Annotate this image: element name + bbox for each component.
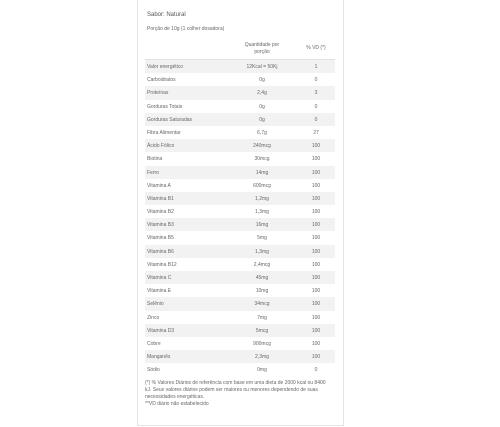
table-row [145, 100, 335, 113]
table-row [145, 337, 335, 350]
nutrient-daily-value: 100 [311, 195, 321, 202]
table-row [145, 86, 335, 99]
footnote-line1: (*) % Valores Diários de referência com base em uma dieta de 2000 kcal ou 8400 [145, 380, 326, 386]
nutrient-name: Vitamina B5 [147, 235, 174, 242]
nutrient-quantity: 900mcg [253, 340, 271, 347]
nutrient-quantity: 10mg [255, 288, 269, 295]
table-row [145, 271, 335, 284]
table-row [145, 179, 335, 192]
footnote-line3: necessidades energéticas. [145, 394, 205, 400]
nutrient-name: Vitamina B3 [147, 222, 174, 229]
table-row [145, 139, 335, 152]
nutrient-daily-value: 100 [311, 275, 321, 281]
nutrient-quantity: 1,3mg [255, 209, 269, 216]
table-row [145, 126, 335, 139]
nutrient-daily-value: 100 [311, 314, 321, 321]
nutrient-daily-value: 27 [313, 129, 319, 136]
nutrient-name: Vitamina B2 [147, 209, 174, 216]
nutrient-name: Biotina [147, 156, 163, 163]
nutrient-quantity: 240mcg [253, 143, 271, 150]
nutrient-quantity: 12Kcal = 50Kj [246, 64, 278, 70]
table-row [145, 311, 335, 324]
nutrient-name: Vitamina B1 [147, 195, 174, 202]
nutrient-name: Vitamina C [147, 275, 172, 281]
nutrient-name: Selênio [147, 301, 164, 308]
nutrient-daily-value: 1 [314, 64, 318, 70]
column-header-quantity-line2: porção [254, 49, 270, 55]
nutrient-daily-value: 100 [311, 340, 321, 347]
nutrient-quantity: 0mg [257, 367, 267, 374]
nutrient-daily-value: 100 [311, 143, 321, 150]
nutrient-quantity: 30mcg [254, 156, 270, 163]
nutrient-quantity: 1,3mg [255, 248, 269, 255]
nutrient-quantity: 14mg [255, 169, 269, 176]
nutrient-quantity: 5mcg [255, 327, 269, 334]
nutrient-quantity: 0g [259, 77, 265, 84]
nutrient-quantity: 34mcg [254, 301, 270, 308]
table-row [145, 73, 335, 86]
table-row [145, 231, 335, 244]
table-row [145, 297, 335, 310]
nutrition-table [145, 60, 335, 377]
nutrient-name: Fibra Alimentar [147, 129, 181, 136]
nutrient-name: Vitamina E [147, 288, 172, 295]
nutrient-name: Vitamina B6 [147, 248, 174, 255]
table-row [145, 363, 335, 376]
nutrient-daily-value: 100 [311, 301, 321, 308]
nutrient-daily-value: 100 [311, 156, 321, 163]
nutrient-daily-value: 100 [311, 354, 321, 361]
footnote-line4: **VD diário não estabelecido [145, 401, 209, 407]
nutrient-name: Vitamina D3 [147, 327, 175, 334]
nutrient-daily-value: 100 [311, 327, 321, 334]
flavor-label: Sabor: Natural [147, 12, 186, 18]
nutrient-quantity: 16mg [255, 222, 269, 229]
nutrient-daily-value: 0 [314, 116, 318, 123]
nutrition-facts-card [137, 0, 344, 426]
nutrient-quantity: 1,2mg [255, 195, 269, 202]
nutrient-daily-value: 100 [311, 235, 321, 242]
nutrient-name: Gorduras Saturadas [147, 116, 193, 123]
footnote [145, 380, 337, 408]
nutrient-name: Sódio [147, 367, 160, 374]
nutrient-quantity: 2,4g [257, 90, 267, 97]
nutrient-name: Ácido Fólico [147, 143, 175, 150]
nutrient-name: Proteínas [147, 90, 169, 97]
nutrient-name: Gorduras Totais [147, 103, 183, 110]
column-header-daily-value: % VD (*) [306, 45, 326, 51]
nutrient-daily-value: 100 [311, 169, 321, 176]
table-row [145, 258, 335, 271]
nutrient-daily-value: 3 [314, 90, 318, 97]
nutrient-name: Valor energético [147, 64, 184, 70]
table-row [145, 166, 335, 179]
nutrient-name: Zinco [147, 314, 160, 321]
table-row [145, 245, 335, 258]
nutrient-quantity: 5mg [257, 235, 267, 242]
nutrient-daily-value: 100 [311, 209, 321, 216]
nutrient-quantity: 600mcg [253, 182, 271, 189]
portion-label: Porção de 10g (1 colher dosadora) [147, 26, 225, 32]
table-row [145, 113, 335, 126]
nutrient-quantity: 0g [259, 116, 265, 123]
table-row [145, 218, 335, 231]
column-header-quantity [227, 42, 297, 56]
nutrient-daily-value: 100 [311, 182, 321, 189]
nutrient-daily-value: 0 [314, 103, 318, 110]
nutrient-name: Carboidratos [147, 77, 176, 84]
nutrient-quantity: 2,3mg [255, 354, 269, 361]
nutrient-quantity: 45mg [255, 275, 269, 281]
nutrient-name: Ferro [147, 169, 159, 176]
table-row [145, 284, 335, 297]
nutrient-daily-value: 0 [314, 77, 318, 84]
nutrient-daily-value: 100 [311, 248, 321, 255]
footnote-line2: kJ. Seus valores diários podem ser maiores ou menores dependendo de suas [145, 387, 318, 393]
table-row [145, 152, 335, 165]
nutrient-daily-value: 100 [311, 261, 321, 268]
table-row [145, 60, 335, 73]
nutrient-daily-value: 100 [311, 288, 321, 295]
nutrient-name: Vitamina B12 [147, 261, 177, 268]
nutrient-name: Cobre [147, 340, 161, 347]
nutrient-name: Vitamina A [147, 182, 171, 189]
table-row [145, 205, 335, 218]
nutrient-daily-value: 0 [314, 367, 318, 374]
nutrient-quantity: 0g [259, 103, 265, 110]
nutrient-daily-value: 100 [311, 222, 321, 229]
nutrient-quantity: 6,7g [257, 129, 267, 136]
table-row [145, 350, 335, 363]
column-header-quantity-line1: Quantidade por [244, 42, 280, 48]
table-row [145, 324, 335, 337]
nutrient-name: Manganês [147, 354, 171, 361]
nutrient-quantity: 7mg [257, 314, 267, 321]
table-row [145, 192, 335, 205]
nutrient-quantity: 2,4mcg [253, 261, 271, 268]
